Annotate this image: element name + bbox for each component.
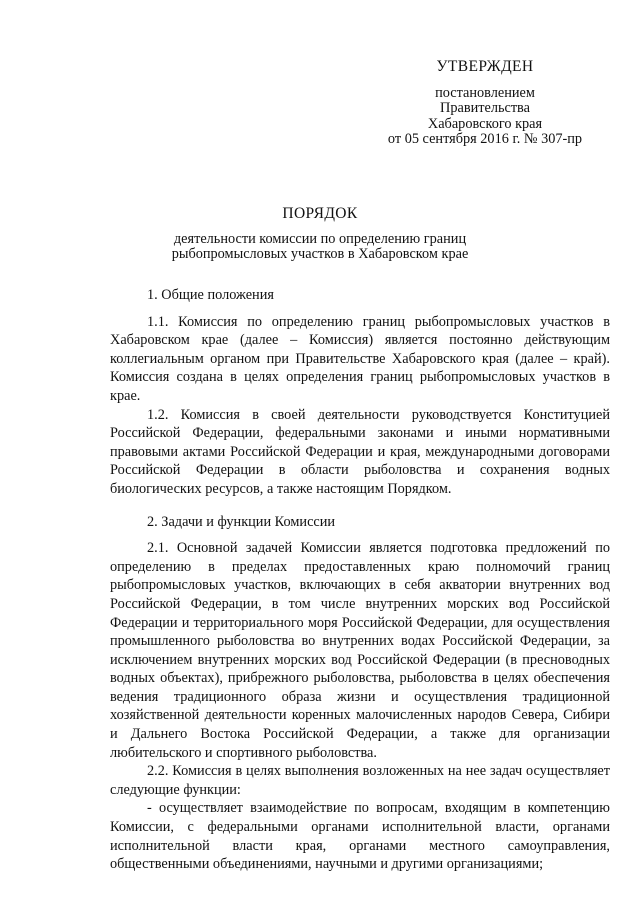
approval-line-3: Хабаровского края [427,115,543,132]
document-title: ПОРЯДОК [282,205,358,222]
paragraph-1-2: 1.2. Комиссия в своей деятельности руководствуется Конституцией Российской Федерации, федеральными законами и иными нормативными правовыми актами Российской Федерации и края, международными договорами Российской Федерации в области рыболовства и сохранения водных биологических ресурсов, а также настоящим Порядком. [110,406,610,497]
approval-line-2: Правительства [440,100,530,116]
paragraph-2-1: 2.1. Основной задачей Комиссии является подготовка предложений по определению в пределах предоставленных краю полномочий границ рыбопромысловых участков, включающих в себя акватории внутренних вод Российской Федерации, в том числе внутренних морских вод Российской Федерации и территориального моря Российской Федерации, для осуществления промышленного рыболовства во внутренних водах Российской Федерации, за исключением внутренних морских вод Российской Федерации (в пресноводных водных объектах), прибрежного рыболовства, рыболовства в целях обеспечения ведения традиционного образа жизни и осуществления традиционной хозяйственной деятельности коренных малочисленных народов Севера, Сибири и Дальнего Востока Российской Федерации, а также для организации любительского и спортивного рыболовства. [110,540,610,761]
paragraph-2-2: 2.2. Комиссия в целях выполнения возложенных на нее задач осуществляет следующие функции: [110,763,610,798]
document-subtitle-line-2: рыбопромысловых участков в Хабаровском крае [171,246,469,262]
list-item-functions-1: - осуществляет взаимодействие по вопросам, входящим в компетенцию Комиссии, с федеральными органами исполнительной власти, органами исполнительной власти края, органами местного самоуправления, общественными объединениями, научными и другими организациями; [110,800,610,873]
paragraph-1-1: 1.1. Комиссия по определению границ рыбопромысловых участков в Хабаровском крае (далее – Комиссия) является постоянно действующим коллегиальным органом при Правительстве Хабаровского края (далее – край). Комиссия создана в целях определения границ рыбопромысловых участков в крае. [110,313,610,404]
section-1-heading: 1. Общие положения [147,287,274,303]
approval-line-1: постановлением [435,84,535,101]
section-2-heading: 2. Задачи и функции Комиссии [147,513,336,530]
approval-stamp [360,59,610,148]
document-body [110,286,610,874]
document-subtitle-line-1: деятельности комиссии по определению границ [173,231,467,247]
document-heading [0,206,640,262]
approval-date-number: от 05 сентября 2016 г. № 307-пр [387,131,583,147]
approval-title: УТВЕРЖДЕН [436,58,534,75]
